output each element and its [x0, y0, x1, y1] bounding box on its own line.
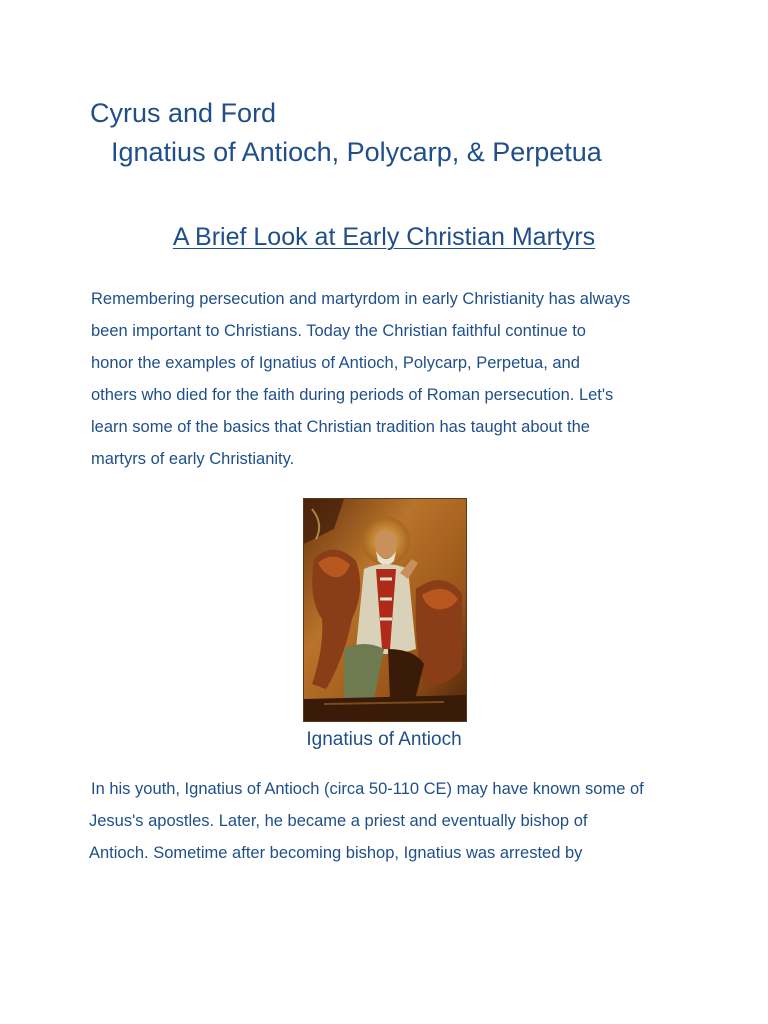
document-title-subjects: Ignatius of Antioch, Polycarp, & Perpetua: [111, 137, 602, 167]
paragraph-line: learn some of the basics that Christian tradition has taught about the: [91, 418, 590, 436]
paragraph-line: Jesus's apostles. Later, he became a priest and eventually bishop of: [89, 812, 588, 830]
paragraph-line: honor the examples of Ignatius of Antioch, Polycarp, Perpetua, and: [91, 354, 580, 372]
intro-paragraph: [91, 283, 630, 475]
ignatius-icon-painting: [303, 498, 467, 722]
icon-painting: [304, 499, 466, 721]
paragraph-line: been important to Christians. Today the Christian faithful continue to: [91, 322, 586, 340]
section-heading: [0, 221, 768, 253]
body-paragraph: [89, 773, 644, 869]
paragraph-line: In his youth, Ignatius of Antioch (circa 50-110 CE) may have known some of: [91, 780, 644, 798]
paragraph-line: martyrs of early Christianity.: [91, 450, 295, 468]
paragraph-line: Remembering persecution and martyrdom in early Christianity has always: [91, 290, 631, 308]
section-heading-text: A Brief Look at Early Christian Martyrs: [172, 223, 596, 251]
paragraph-line: Antioch. Sometime after becoming bishop, Ignatius was arrested by: [89, 844, 583, 862]
document-title: Cyrus and Ford: [90, 98, 277, 128]
paragraph-line: others who died for the faith during periods of Roman persecution. Let's: [91, 386, 614, 404]
figure-caption: Ignatius of Antioch: [306, 729, 462, 750]
